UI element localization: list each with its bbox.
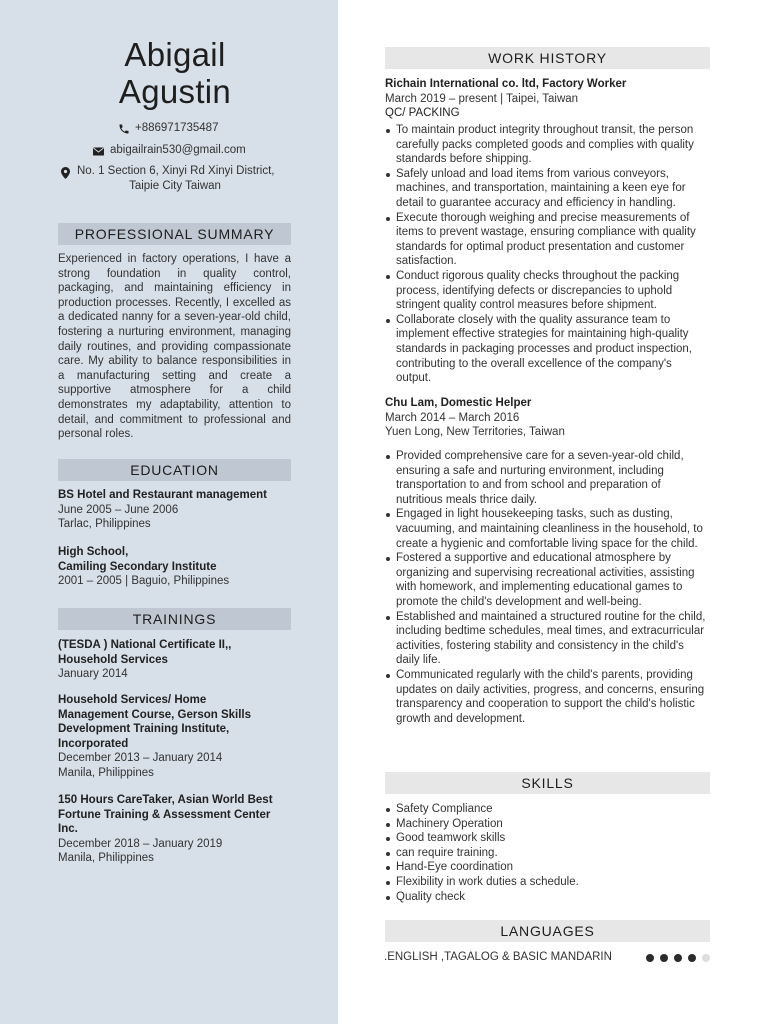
skill-item: Flexibility in work duties a schedule. bbox=[385, 875, 710, 890]
rating-dot-empty bbox=[702, 954, 710, 962]
list-item: Established and maintained a structured routine for the child, including bedtime schedules, meal times, and extracurricular activities, fostering stability and consistency in the child's daily life. bbox=[385, 610, 710, 668]
training-title: Incorporated bbox=[58, 737, 129, 750]
work-history-heading: WORK HISTORY bbox=[385, 47, 710, 69]
trainings-heading: TRAININGS bbox=[58, 608, 291, 630]
name-first: Abigail bbox=[124, 36, 226, 73]
list-item: Engaged in light housekeeping tasks, such as dusting, vacuuming, and maintaining cleanliness in the household, to create a hygienic and comfortable living space for the child. bbox=[385, 507, 710, 551]
work-entry-header bbox=[385, 77, 710, 121]
training-entry bbox=[58, 693, 298, 781]
skill-item: Hand-Eye coordination bbox=[385, 860, 710, 875]
location-pin-icon bbox=[61, 167, 70, 179]
rating-dot-filled bbox=[660, 954, 668, 962]
training-title: 150 Hours CareTaker, Asian World Best bbox=[58, 794, 273, 806]
job-dates-location: March 2019 – present | Taipei, Taiwan bbox=[385, 92, 579, 105]
rating-dot-filled bbox=[646, 954, 654, 962]
phone-icon bbox=[118, 123, 130, 135]
list-item: Execute thorough weighing and precise measurements of items to prevent wastage, ensuring compliance with quality standards for optimal product presentation and customer satisfaction. bbox=[385, 211, 710, 269]
education-entry bbox=[58, 488, 298, 532]
list-item: Safely unload and load items from various conveyors, machines, and transportation, maintaining a keen eye for detail to guarantee accuracy and efficiency in handling. bbox=[385, 167, 710, 211]
skill-item: Safety Compliance bbox=[385, 802, 710, 817]
work-entry-header bbox=[385, 396, 710, 440]
education-title: BS Hotel and Restaurant management bbox=[58, 489, 267, 501]
rating-dot-filled bbox=[674, 954, 682, 962]
education-entry bbox=[58, 545, 298, 589]
training-title: Household Services bbox=[58, 653, 168, 666]
skill-item: can require training. bbox=[385, 846, 710, 861]
professional-summary-text: Experienced in factory operations, I have a strong foundation in quality control, packaging, and maintaining efficiency in production processes. Recently, I excelled as a dedicated nanny for a seven-year-old child, fostering a nurturing environment, managing daily routines, and providing compassionate care. My ability to balance responsibilities in a manufacturing setting and create a supportive atmosphere for a child demonstrates my adaptability, attention to detail, and commitment to professional and personal roles. bbox=[58, 253, 291, 441]
envelope-icon bbox=[93, 147, 104, 156]
job-duties-list bbox=[385, 123, 710, 386]
phone-number: +886971735487 bbox=[135, 122, 219, 134]
education-school: Camiling Secondary Institute bbox=[58, 560, 217, 573]
language-text: .ENGLISH ,TAGALOG & BASIC MANDARIN bbox=[384, 951, 612, 963]
job-dates: March 2014 – March 2016 bbox=[385, 411, 520, 424]
rating-dot-filled bbox=[688, 954, 696, 962]
address-line-2: Taipie City Taiwan bbox=[129, 180, 221, 192]
job-title: Richain International co. ltd, Factory Worker bbox=[385, 78, 627, 90]
list-item: Communicated regularly with the child's parents, providing updates on daily activities, progress, and concerns, ensuring transparency and cooperation to support the child's holistic growth and development. bbox=[385, 668, 710, 726]
skill-item: Good teamwork skills bbox=[385, 831, 710, 846]
training-dates: December 2013 – January 2014 bbox=[58, 752, 223, 765]
training-entry bbox=[58, 793, 298, 866]
training-title: Inc. bbox=[58, 823, 78, 836]
training-location: Manila, Philippines bbox=[58, 852, 154, 865]
languages-heading: LANGUAGES bbox=[385, 920, 710, 942]
job-title: Chu Lam, Domestic Helper bbox=[385, 397, 532, 409]
training-dates: January 2014 bbox=[58, 668, 128, 681]
list-item: Provided comprehensive care for a seven-year-old child, ensuring a safe and nurturing environment, including transportation to and from school and preparation of nutritious meals thrice daily. bbox=[385, 449, 710, 507]
skills-heading: SKILLS bbox=[385, 772, 710, 794]
job-role: QC/ PACKING bbox=[385, 107, 460, 120]
training-title: Fortune Training & Assessment Center bbox=[58, 808, 271, 821]
list-item: Fostered a supportive and educational atmosphere by organizing and supervising recreational activities, assisting with homework, and implementing educational games to promote the child's development and well-being. bbox=[385, 551, 710, 609]
name-last: Agustin bbox=[118, 73, 232, 110]
training-dates: December 2018 – January 2019 bbox=[58, 837, 223, 850]
training-entry bbox=[58, 638, 298, 682]
education-location: Tarlac, Philippines bbox=[58, 518, 151, 531]
education-dates-location: 2001 – 2005 | Baguio, Philippines bbox=[58, 575, 230, 588]
skill-item: Quality check bbox=[385, 890, 710, 905]
list-item: Conduct rigorous quality checks throughout the packing process, identifying defects or discrepancies to uphold stringent quality control measures before shipment. bbox=[385, 269, 710, 313]
training-title: Development Training Institute, bbox=[58, 723, 230, 736]
training-title: Household Services/ Home bbox=[58, 694, 207, 706]
education-dates: June 2005 – June 2006 bbox=[58, 503, 179, 516]
skills-list bbox=[385, 802, 710, 904]
training-title: Management Course, Gerson Skills bbox=[58, 708, 252, 721]
address-line-1: No. 1 Section 6, Xinyi Rd Xinyi District, bbox=[77, 165, 275, 177]
job-location: Yuen Long, New Territories, Taiwan bbox=[385, 426, 565, 439]
training-title: (TESDA ) National Certificate II,, bbox=[58, 639, 232, 651]
job-duties-list bbox=[385, 449, 710, 726]
candidate-name bbox=[58, 36, 292, 110]
email-address: abigailrain530@gmail.com bbox=[110, 144, 246, 156]
skill-item: Machinery Operation bbox=[385, 817, 710, 832]
list-item: Collaborate closely with the quality assurance team to implement effective strategies for maintaining high-quality standards in packaging processes and product inspection, contributing to the overall excellence of the company's output. bbox=[385, 313, 710, 386]
education-heading: EDUCATION bbox=[58, 459, 291, 481]
professional-summary-heading: PROFESSIONAL SUMMARY bbox=[58, 223, 291, 245]
list-item: To maintain product integrity throughout transit, the person carefully packs completed goods and complies with quality standards before shipping. bbox=[385, 123, 710, 167]
training-location: Manila, Philippines bbox=[58, 766, 154, 779]
education-title: High School, bbox=[58, 546, 129, 558]
